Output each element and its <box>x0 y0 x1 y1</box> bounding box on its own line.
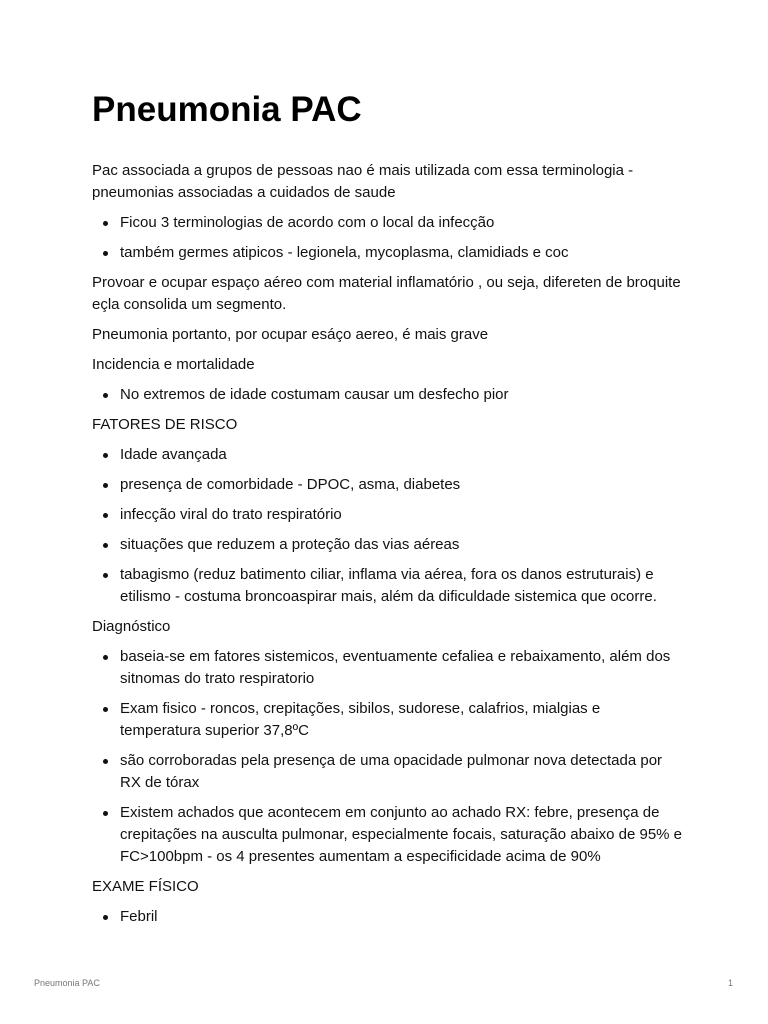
list-item: Existem achados que acontecem em conjunto ao achado RX: febre, presença de crepitações na ausculta pulmonar, especialmente focais, saturação abaixo de 95% e FC>100bpm - os 4 presentes aumentam a especificidade acima de 90% <box>92 802 682 868</box>
page-title: Pneumonia PAC <box>92 90 362 129</box>
list-item: tabagismo (reduz batimento ciliar, inflama via aérea, fora os danos estruturais) e etilismo - costuma broncoaspirar mais, além da dificuldade sistemica que ocorre. <box>92 564 682 608</box>
list-item: Ficou 3 terminologias de acordo com o local da infecção <box>92 212 682 234</box>
list-item: No extremos de idade costumam causar um desfecho pior <box>92 384 682 406</box>
section-label: Diagnóstico <box>92 618 171 635</box>
document-page <box>92 88 682 936</box>
section-label: FATORES DE RISCO <box>92 416 238 433</box>
list-item: situações que reduzem a proteção das vias aéreas <box>92 534 682 556</box>
footer-title: Pneumonia PAC <box>34 978 100 988</box>
paragraph: Pac associada a grupos de pessoas nao é mais utilizada com essa terminologia - pneumonias associadas a cuidados de saude <box>92 162 634 201</box>
paragraph: Pneumonia portanto, por ocupar esáço aereo, é mais grave <box>92 326 489 343</box>
bullet-list <box>92 212 682 264</box>
section-label: EXAME FÍSICO <box>92 878 199 895</box>
section-label: Incidencia e mortalidade <box>92 356 255 373</box>
list-item: Idade avançada <box>92 444 682 466</box>
list-item: infecção viral do trato respiratório <box>92 504 682 526</box>
bullet-list <box>92 646 682 868</box>
list-item: Exam fisico - roncos, crepitações, sibilos, sudorese, calafrios, mialgias e temperatura superior 37,8ºC <box>92 698 682 742</box>
bullet-list <box>92 384 682 406</box>
list-item: baseia-se em fatores sistemicos, eventuamente cefaliea e rebaixamento, além dos sitnomas do trato respiratorio <box>92 646 682 690</box>
list-item: são corroboradas pela presença de uma opacidade pulmonar nova detectada por RX de tórax <box>92 750 682 794</box>
bullet-list <box>92 906 682 928</box>
list-item: também germes atipicos - legionela, mycoplasma, clamidiads e coc <box>92 242 682 264</box>
list-item: presença de comorbidade - DPOC, asma, diabetes <box>92 474 682 496</box>
paragraph: Provoar e ocupar espaço aéreo com material inflamatório , ou seja, difereten de broquite eçla consolida um segmento. <box>92 274 681 313</box>
bullet-list <box>92 444 682 608</box>
footer-page-number: 1 <box>727 978 733 988</box>
list-item: Febril <box>92 906 682 928</box>
